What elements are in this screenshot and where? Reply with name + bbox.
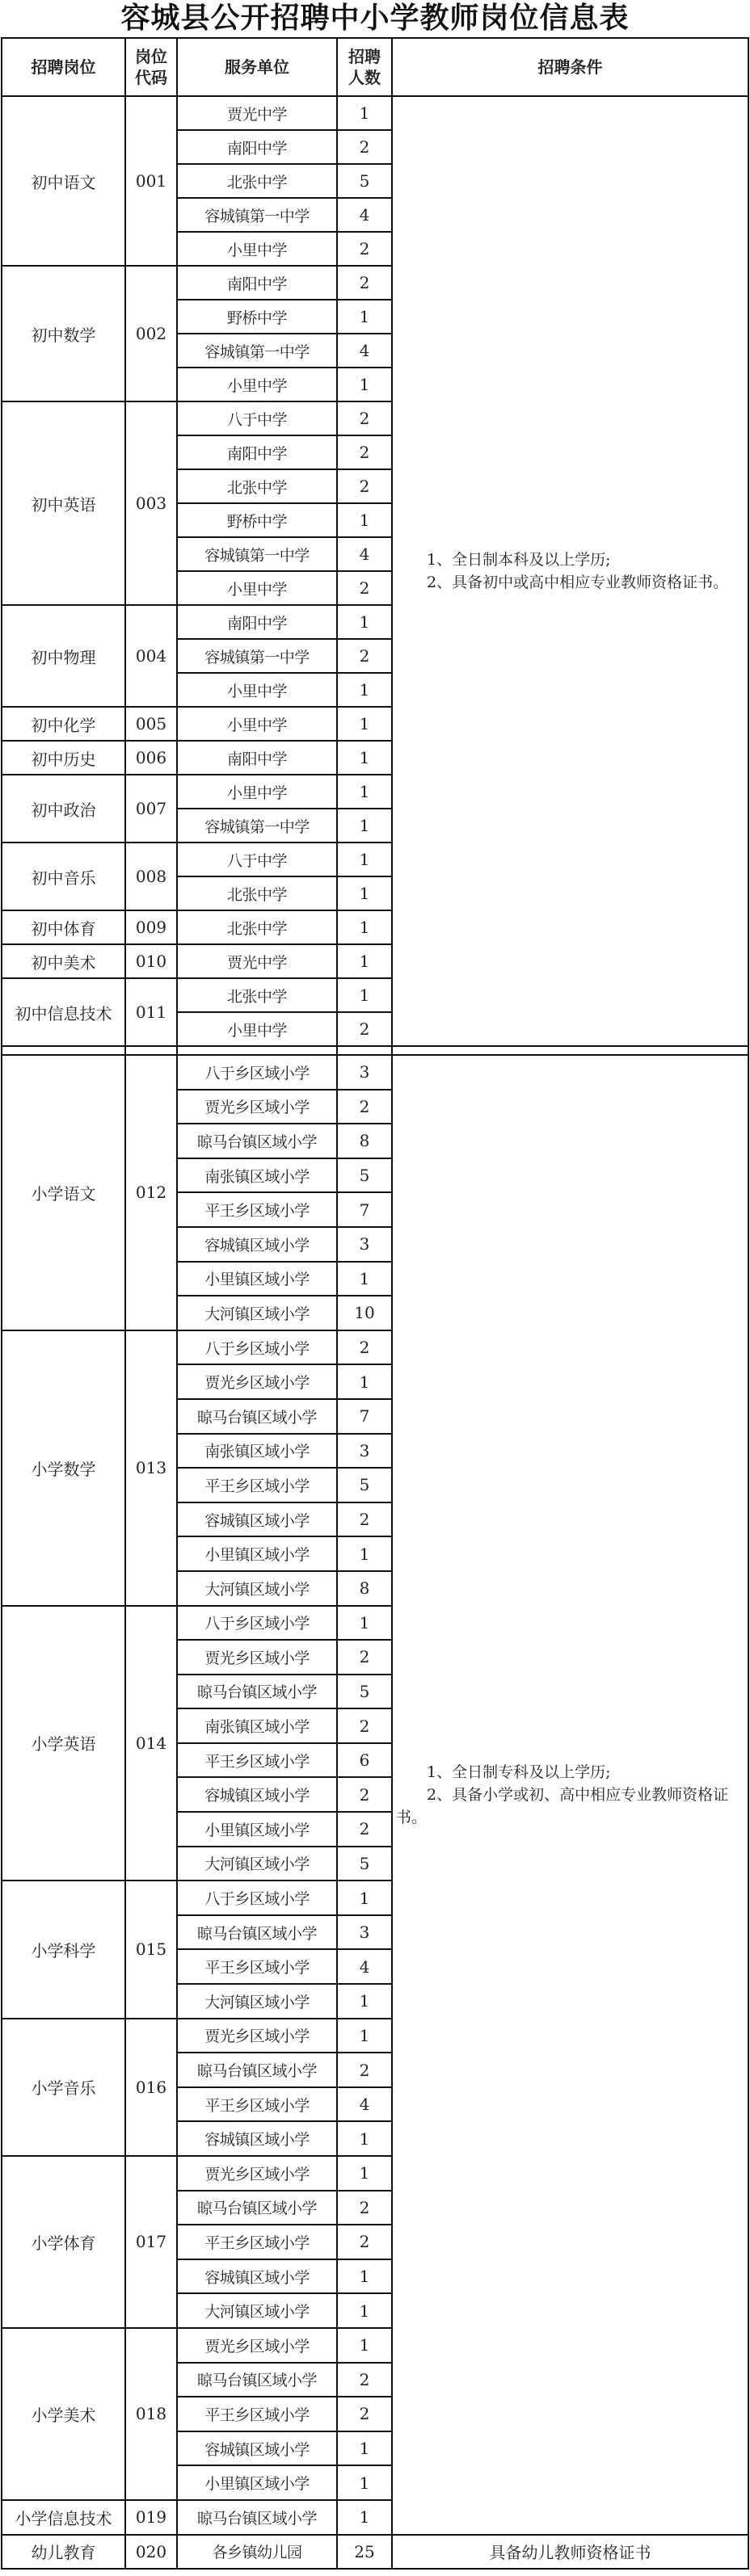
unit-cell: 八于中学	[177, 401, 337, 435]
unit-cell: 贾光乡区域小学	[177, 2019, 337, 2053]
count-cell: 1	[337, 2156, 392, 2191]
count-cell: 1	[337, 673, 392, 707]
count-cell: 1	[337, 741, 392, 775]
unit-cell: 容城镇区域小学	[177, 1777, 337, 1812]
unit-cell: 南张镇区域小学	[177, 1708, 337, 1743]
unit-cell: 野桥中学	[177, 300, 337, 334]
count-cell: 3	[337, 1915, 392, 1950]
position-cell: 小学美术	[2, 2328, 125, 2500]
count-cell: 1	[337, 2019, 392, 2053]
code-cell: 007	[125, 775, 177, 843]
position-cell: 初中英语	[2, 401, 125, 605]
count-cell: 3	[337, 1434, 392, 1469]
unit-cell: 小里镇区域小学	[177, 2465, 337, 2500]
count-cell: 1	[337, 944, 392, 978]
count-cell: 2	[337, 1012, 392, 1046]
code-cell: 017	[125, 2156, 177, 2328]
unit-cell: 晾马台镇区域小学	[177, 1399, 337, 1434]
count-cell: 1	[337, 1364, 392, 1399]
position-cell: 初中音乐	[2, 843, 125, 910]
count-cell: 1	[337, 707, 392, 741]
count-cell: 2	[337, 2397, 392, 2431]
unit-cell: 南阳中学	[177, 605, 337, 639]
code-cell: 011	[125, 978, 177, 1046]
position-cell: 小学体育	[2, 2156, 125, 2328]
count-cell: 3	[337, 1055, 392, 1090]
position-cell: 初中数学	[2, 266, 125, 401]
code-cell: 016	[125, 2019, 177, 2156]
count-cell: 2	[337, 639, 392, 673]
divider-cell	[125, 1046, 177, 1055]
unit-cell: 小里中学	[177, 775, 337, 809]
unit-cell: 南张镇区域小学	[177, 1434, 337, 1469]
count-cell: 1	[337, 843, 392, 876]
unit-cell: 野桥中学	[177, 503, 337, 537]
count-cell: 8	[337, 1571, 392, 1606]
code-cell: 003	[125, 401, 177, 605]
code-cell: 008	[125, 843, 177, 910]
count-cell: 4	[337, 334, 392, 368]
count-cell: 1	[337, 368, 392, 401]
count-cell: 5	[337, 1468, 392, 1502]
count-cell: 2	[337, 1812, 392, 1847]
count-cell: 5	[337, 1847, 392, 1881]
unit-cell: 容城镇区域小学	[177, 2121, 337, 2156]
code-cell: 001	[125, 96, 177, 266]
divider-cell	[337, 1046, 392, 1055]
count-cell: 4	[337, 2087, 392, 2122]
count-cell: 6	[337, 1743, 392, 1778]
unit-cell: 容城镇区域小学	[177, 1227, 337, 1262]
position-cell: 初中体育	[2, 910, 125, 944]
position-cell: 初中语文	[2, 96, 125, 266]
unit-cell: 平王乡区域小学	[177, 1743, 337, 1778]
count-cell: 1	[337, 2259, 392, 2294]
unit-cell: 大河镇区域小学	[177, 1571, 337, 1606]
unit-cell: 平王乡区域小学	[177, 1949, 337, 1984]
unit-cell: 平王乡区域小学	[177, 1468, 337, 1502]
unit-cell: 小里中学	[177, 1012, 337, 1046]
count-cell: 1	[337, 910, 392, 944]
code-cell: 004	[125, 605, 177, 707]
unit-cell: 容城镇区域小学	[177, 1502, 337, 1537]
count-cell: 1	[337, 1606, 392, 1641]
unit-cell: 小里中学	[177, 707, 337, 741]
count-cell: 1	[337, 605, 392, 639]
unit-cell: 北张中学	[177, 469, 337, 503]
count-cell: 1	[337, 2328, 392, 2363]
unit-cell: 大河镇区域小学	[177, 2293, 337, 2328]
unit-cell: 晾马台镇区域小学	[177, 2191, 337, 2225]
unit-cell: 八于乡区域小学	[177, 1330, 337, 1365]
position-cell: 初中历史	[2, 741, 125, 775]
unit-cell: 容城镇第一中学	[177, 639, 337, 673]
unit-cell: 小里中学	[177, 368, 337, 401]
count-cell: 1	[337, 1881, 392, 1915]
unit-cell: 贾光乡区域小学	[177, 2328, 337, 2363]
count-cell: 4	[337, 198, 392, 232]
position-cell: 小学音乐	[2, 2019, 125, 2156]
header-count: 招聘人数	[337, 38, 392, 96]
code-cell: 010	[125, 944, 177, 978]
unit-cell: 小里中学	[177, 673, 337, 707]
requirement-line: 1、全日制专科及以上学历;	[427, 1763, 611, 1781]
count-cell: 1	[337, 2465, 392, 2500]
requirement-line: 2、具备初中或高中相应专业教师资格证书。	[427, 574, 729, 591]
unit-cell: 容城镇第一中学	[177, 537, 337, 571]
header-requirements: 招聘条件	[392, 38, 748, 96]
requirement-line: 2、具备小学或初、高中相应专业教师资格证书。	[396, 1785, 729, 1826]
unit-cell: 小里镇区域小学	[177, 1536, 337, 1571]
count-cell: 10	[337, 1296, 392, 1330]
unit-cell: 平王乡区域小学	[177, 2225, 337, 2259]
unit-cell: 晾马台镇区域小学	[177, 2363, 337, 2397]
unit-cell: 八于乡区域小学	[177, 1881, 337, 1915]
count-cell: 2	[337, 401, 392, 435]
unit-cell: 平王乡区域小学	[177, 2397, 337, 2431]
unit-cell: 八于乡区域小学	[177, 1606, 337, 1641]
header-unit: 服务单位	[177, 38, 337, 96]
requirements-cell	[392, 1055, 748, 2535]
position-cell: 初中信息技术	[2, 978, 125, 1046]
divider-cell	[392, 1046, 748, 1055]
count-cell: 1	[337, 300, 392, 334]
position-cell: 小学科学	[2, 1881, 125, 2018]
divider-cell	[177, 1046, 337, 1055]
requirement-line: 1、全日制本科及以上学历;	[427, 551, 611, 569]
code-cell: 019	[125, 2500, 177, 2535]
header-row	[2, 38, 748, 96]
unit-cell: 大河镇区域小学	[177, 1296, 337, 1330]
count-cell: 2	[337, 232, 392, 266]
count-cell: 2	[337, 1330, 392, 1365]
count-cell: 2	[337, 435, 392, 469]
unit-cell: 南阳中学	[177, 130, 337, 164]
unit-cell: 大河镇区域小学	[177, 1847, 337, 1881]
count-cell: 7	[337, 1192, 392, 1227]
unit-cell: 小里镇区域小学	[177, 1812, 337, 1847]
unit-cell: 北张中学	[177, 910, 337, 944]
count-cell: 1	[337, 2500, 392, 2535]
count-cell: 4	[337, 1949, 392, 1984]
unit-cell: 晾马台镇区域小学	[177, 2053, 337, 2087]
position-cell: 小学数学	[2, 1330, 125, 1606]
unit-cell: 平王乡区域小学	[177, 2087, 337, 2122]
count-cell: 5	[337, 164, 392, 198]
unit-cell: 平王乡区域小学	[177, 1192, 337, 1227]
count-cell: 2	[337, 2225, 392, 2259]
position-cell: 初中政治	[2, 775, 125, 843]
count-cell: 2	[337, 1777, 392, 1812]
count-cell: 5	[337, 1675, 392, 1709]
unit-cell: 大河镇区域小学	[177, 1984, 337, 2019]
position-cell: 小学语文	[2, 1055, 125, 1330]
header-code: 岗位代码	[125, 38, 177, 96]
page-title: 容城县公开招聘中小学教师岗位信息表	[120, 2, 630, 35]
code-cell: 020	[125, 2535, 177, 2569]
count-cell: 1	[337, 503, 392, 537]
position-cell: 幼儿教育	[2, 2535, 125, 2569]
count-cell: 2	[337, 1640, 392, 1675]
unit-cell: 小里镇区域小学	[177, 1262, 337, 1296]
count-cell: 2	[337, 469, 392, 503]
count-cell: 1	[337, 809, 392, 843]
unit-cell: 贾光乡区域小学	[177, 1640, 337, 1675]
count-cell: 1	[337, 1536, 392, 1571]
unit-cell: 北张中学	[177, 876, 337, 910]
unit-cell: 贾光中学	[177, 944, 337, 978]
header-position: 招聘岗位	[2, 38, 125, 96]
count-cell: 2	[337, 266, 392, 300]
position-cell: 初中美术	[2, 944, 125, 978]
unit-cell: 容城镇区域小学	[177, 2431, 337, 2466]
count-cell: 1	[337, 1984, 392, 2019]
table-row	[2, 96, 748, 130]
unit-cell: 晾马台镇区域小学	[177, 1675, 337, 1709]
code-cell: 015	[125, 1881, 177, 2018]
unit-cell: 贾光乡区域小学	[177, 2156, 337, 2191]
unit-cell: 晾马台镇区域小学	[177, 2500, 337, 2535]
unit-cell: 南阳中学	[177, 741, 337, 775]
unit-cell: 容城镇区域小学	[177, 2259, 337, 2294]
count-cell: 25	[337, 2535, 392, 2569]
unit-cell: 贾光中学	[177, 96, 337, 130]
code-cell: 005	[125, 707, 177, 741]
count-cell: 1	[337, 2121, 392, 2156]
unit-cell: 贾光乡区域小学	[177, 1364, 337, 1399]
count-cell: 1	[337, 775, 392, 809]
count-cell: 3	[337, 1227, 392, 1262]
count-cell: 4	[337, 537, 392, 571]
position-cell: 初中化学	[2, 707, 125, 741]
unit-cell: 容城镇第一中学	[177, 809, 337, 843]
count-cell: 1	[337, 2431, 392, 2466]
position-cell: 小学英语	[2, 1606, 125, 1881]
unit-cell: 容城镇第一中学	[177, 334, 337, 368]
count-cell: 7	[337, 1399, 392, 1434]
section-divider-row	[2, 1046, 748, 1055]
count-cell: 2	[337, 1708, 392, 1743]
code-cell: 018	[125, 2328, 177, 2500]
count-cell: 2	[337, 1090, 392, 1124]
code-cell: 013	[125, 1330, 177, 1606]
count-cell: 2	[337, 571, 392, 605]
unit-cell: 晾马台镇区域小学	[177, 1915, 337, 1950]
count-cell: 8	[337, 1124, 392, 1158]
code-cell: 006	[125, 741, 177, 775]
positions-table	[1, 37, 749, 2570]
code-cell: 009	[125, 910, 177, 944]
requirements-cell	[392, 96, 748, 1046]
unit-cell: 小里中学	[177, 232, 337, 266]
count-cell: 5	[337, 1158, 392, 1193]
count-cell: 1	[337, 96, 392, 130]
count-cell: 2	[337, 2191, 392, 2225]
unit-cell: 各乡镇幼儿园	[177, 2535, 337, 2569]
count-cell: 2	[337, 130, 392, 164]
table-row-kindergarten	[2, 2535, 748, 2569]
table-row	[2, 1055, 748, 1090]
unit-cell: 南阳中学	[177, 266, 337, 300]
count-cell: 1	[337, 876, 392, 910]
unit-cell: 八于乡区域小学	[177, 1055, 337, 1090]
unit-cell: 晾马台镇区域小学	[177, 1124, 337, 1158]
code-cell: 014	[125, 1606, 177, 1881]
position-cell: 初中物理	[2, 605, 125, 707]
unit-cell: 八于中学	[177, 843, 337, 876]
unit-cell: 北张中学	[177, 164, 337, 198]
requirements-cell: 具备幼儿教师资格证书	[392, 2535, 748, 2569]
code-cell: 012	[125, 1055, 177, 1330]
divider-cell	[2, 1046, 125, 1055]
unit-cell: 南张镇区域小学	[177, 1158, 337, 1193]
unit-cell: 小里中学	[177, 571, 337, 605]
count-cell: 1	[337, 1262, 392, 1296]
unit-cell: 贾光乡区域小学	[177, 1090, 337, 1124]
count-cell: 1	[337, 2293, 392, 2328]
count-cell: 1	[337, 978, 392, 1012]
count-cell: 2	[337, 2363, 392, 2397]
unit-cell: 南阳中学	[177, 435, 337, 469]
position-cell: 小学信息技术	[2, 2500, 125, 2535]
count-cell: 2	[337, 2053, 392, 2087]
unit-cell: 北张中学	[177, 978, 337, 1012]
code-cell: 002	[125, 266, 177, 401]
count-cell: 2	[337, 1502, 392, 1537]
unit-cell: 容城镇第一中学	[177, 198, 337, 232]
